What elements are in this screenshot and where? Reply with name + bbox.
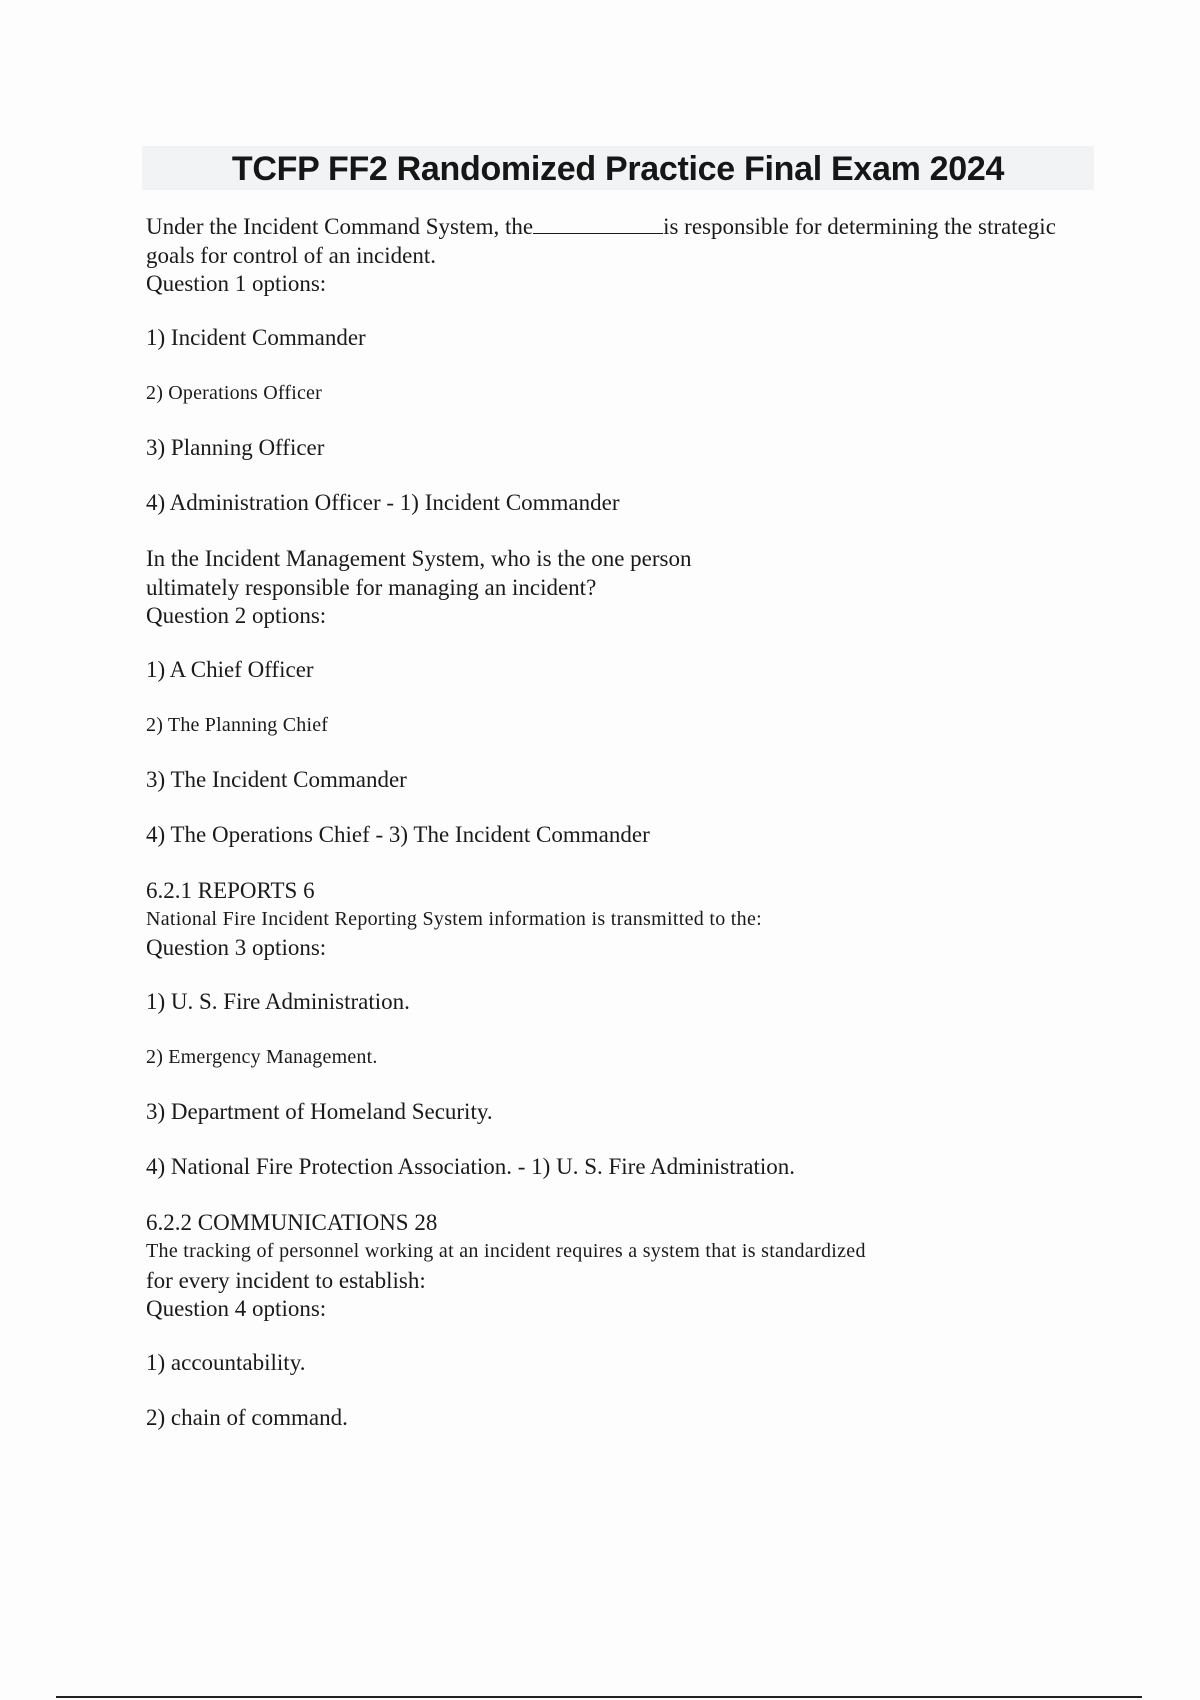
question-4-section-header: 6.2.2 COMMUNICATIONS 28 <box>146 1210 438 1235</box>
question-2-option-3: 3) The Incident Commander <box>146 767 407 792</box>
question-3-option-2: 2) Emergency Management. <box>146 1046 378 1068</box>
question-1-option-4: 4) Administration Officer - 1) Incident Commander <box>146 490 620 515</box>
question-4-text-line-1: The tracking of personnel working at an incident requires a system that is standardized <box>146 1240 866 1262</box>
question-1-option-2: 2) Operations Officer <box>146 382 322 404</box>
question-3 <box>146 876 1086 1181</box>
question-4 <box>146 1208 1086 1432</box>
question-3-options <box>146 988 1086 1181</box>
question-4-options <box>146 1349 1086 1432</box>
question-2-option-4: 4) The Operations Chief - 3) The Incident Commander <box>146 822 650 847</box>
document-title: TCFP FF2 Randomized Practice Final Exam 2024 <box>231 150 1005 188</box>
question-1-text: Under the Incident Command System, the is responsible for determining the strategic goals for control of an incident. <box>146 214 1056 268</box>
question-1-options-label: Question 1 options: <box>146 271 327 296</box>
question-1-option-1: 1) Incident Commander <box>146 325 366 350</box>
question-2-options <box>146 656 1086 849</box>
question-4-text-line-2: for every incident to establish: <box>146 1268 426 1293</box>
question-3-options-label: Question 3 options: <box>146 935 327 960</box>
question-1-option-3: 3) Planning Officer <box>146 435 325 460</box>
question-2 <box>146 544 1086 849</box>
question-2-options-label: Question 2 options: <box>146 603 327 628</box>
question-3-option-4: 4) National Fire Protection Association. - 1) U. S. Fire Administration. <box>146 1154 796 1179</box>
page-bottom-rule <box>56 1696 1142 1698</box>
document-content <box>146 212 1086 1459</box>
question-3-option-3: 3) Department of Homeland Security. <box>146 1099 493 1124</box>
question-3-text: National Fire Incident Reporting System information is transmitted to the: <box>146 908 762 930</box>
question-4-option-2: 2) chain of command. <box>146 1405 348 1430</box>
question-2-text: In the Incident Management System, who is the one person ultimately responsible for managing an incident? <box>146 546 692 600</box>
answer-blank <box>533 213 663 234</box>
question-3-option-1: 1) U. S. Fire Administration. <box>146 989 410 1014</box>
question-4-options-label: Question 4 options: <box>146 1296 327 1321</box>
question-2-option-1: 1) A Chief Officer <box>146 657 314 682</box>
question-1-options <box>146 324 1086 517</box>
question-1 <box>146 212 1086 517</box>
question-2-option-2: 2) The Planning Chief <box>146 714 329 736</box>
question-3-section-header: 6.2.1 REPORTS 6 <box>146 878 315 903</box>
question-4-option-1: 1) accountability. <box>146 1350 306 1375</box>
